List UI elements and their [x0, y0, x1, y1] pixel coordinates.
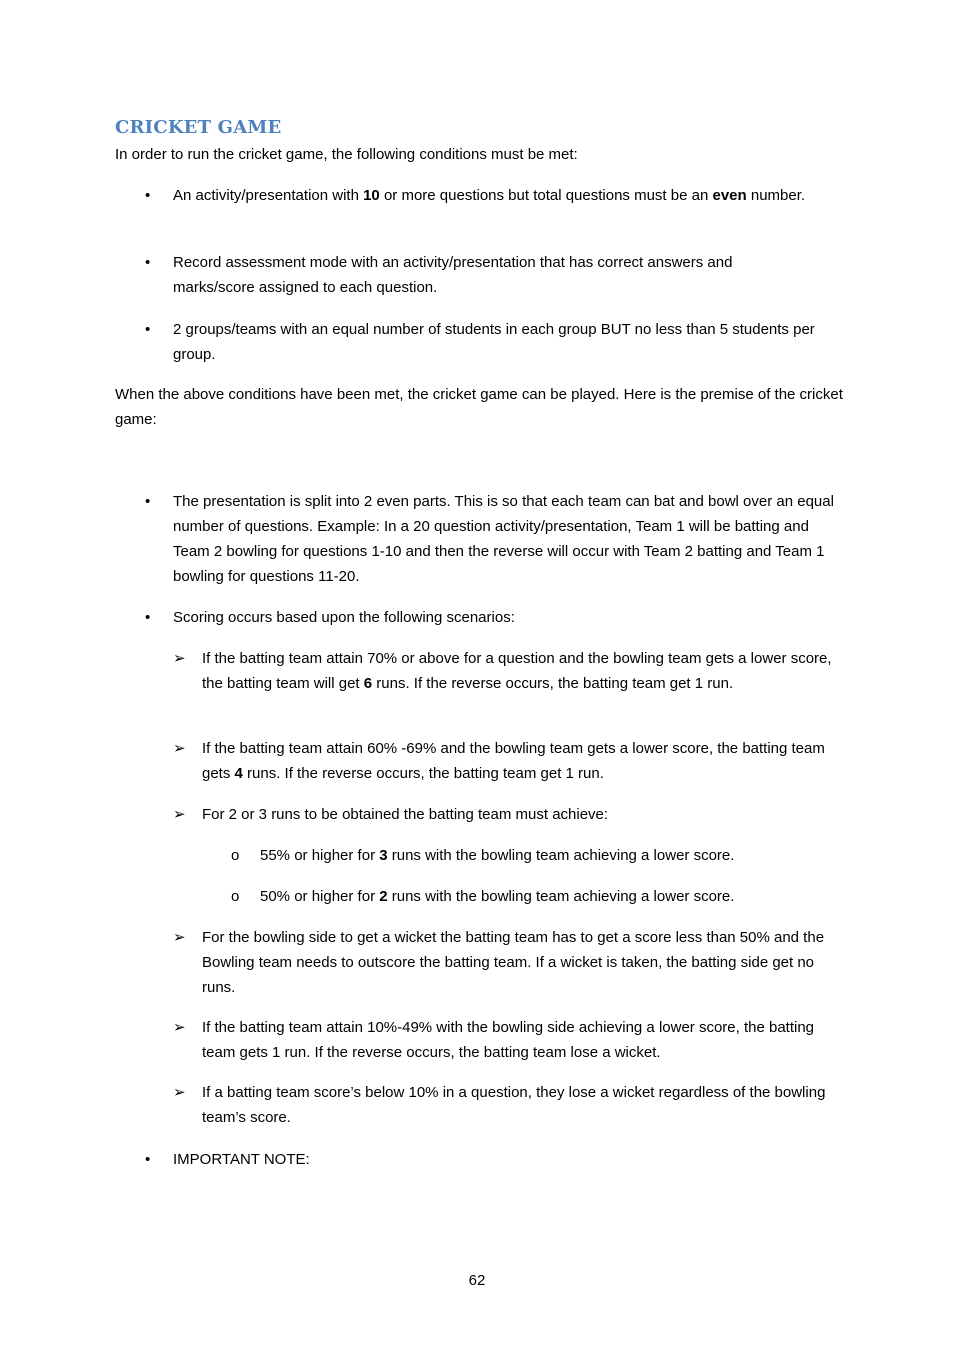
item-text: The presentation is split into 2 even parts. This is so that each team can bat and bowl over an equal number of questions. Example: In a 20 question activity/presentation, Team 1 will be batting and Team 2 bowling for questions 1-10 and then the reverse will occur with Team 2 batting and Team 1 bowling for questions 11-20.	[173, 493, 834, 585]
item-text: Record assessment mode with an activity/presentation that has correct answers and marks/score assigned to each question.	[173, 254, 733, 296]
scenario-item	[202, 736, 845, 786]
bullet-icon: •	[145, 1151, 151, 1168]
emphasis-text: even	[712, 187, 747, 204]
item-text: An activity/presentation with	[173, 187, 364, 204]
item-text: runs. If the reverse occurs, the batting team get 1 run.	[242, 765, 604, 782]
item-text: If the batting team attain 10%-49% with the bowling side achieving a lower score, the batting team gets 1 run. If the reverse occurs, the batting team lose a wicket.	[202, 1019, 815, 1061]
bullet-icon: •	[145, 493, 151, 510]
item-text: For the bowling side to get a wicket the batting team has to get a score less than 50% and the Bowling team needs to outscore the batting team. If a wicket is taken, the batting side get no runs.	[202, 929, 825, 996]
intro-paragraph: In order to run the cricket game, the following conditions must be met:	[115, 146, 578, 163]
item-text: If a batting team score’s below 10% in a question, they lose a wicket regardless of the bowling team’s score.	[202, 1084, 826, 1126]
scenario-item	[202, 646, 845, 696]
sub-scenario-item	[260, 884, 845, 909]
rule-item	[173, 605, 845, 630]
item-text: runs. If the reverse occurs, the batting team get 1 run.	[372, 675, 734, 692]
arrow-bullet-icon: ➢	[173, 1019, 186, 1036]
emphasis-text: 3	[379, 847, 388, 864]
emphasis-text: 4	[234, 765, 243, 782]
item-text: number.	[746, 187, 806, 204]
item-text: runs with the bowling team achieving a lower score.	[387, 847, 735, 864]
item-text: 2 groups/teams with an equal number of students in each group BUT no less than 5 students per group.	[173, 321, 815, 363]
emphasis-text: 6	[363, 675, 373, 692]
item-text: or more questions but total questions must be an	[379, 187, 713, 204]
arrow-bullet-icon: ➢	[173, 650, 186, 667]
page-number: 62	[468, 1272, 486, 1289]
bullet-icon: •	[145, 254, 151, 271]
condition-item	[173, 250, 793, 300]
scenario-item	[202, 925, 832, 1000]
scenario-item	[202, 1080, 845, 1130]
section-heading: CRICKET GAME	[115, 117, 282, 138]
circle-bullet-icon: o	[231, 847, 240, 864]
scenario-item	[202, 802, 845, 827]
item-text: Scoring occurs based upon the following scenarios:	[173, 609, 515, 626]
item-text: 50% or higher for	[260, 888, 380, 905]
bullet-icon: •	[145, 187, 151, 204]
circle-bullet-icon: o	[231, 888, 240, 905]
sub-scenario-item	[260, 843, 845, 868]
rule-item	[173, 489, 845, 589]
emphasis-text: 2	[379, 888, 388, 905]
item-text: If the batting team attain 70% or above for a question and the bowling team gets a lower score, the batting team will get	[202, 650, 832, 692]
arrow-bullet-icon: ➢	[173, 806, 186, 823]
bullet-icon: •	[145, 609, 151, 626]
arrow-bullet-icon: ➢	[173, 1084, 186, 1101]
scenario-item	[202, 1015, 845, 1065]
item-text: runs with the bowling team achieving a lower score.	[387, 888, 735, 905]
important-note: IMPORTANT NOTE:	[173, 1151, 310, 1168]
condition-item	[173, 317, 845, 367]
emphasis-text: 10	[363, 187, 380, 204]
arrow-bullet-icon: ➢	[173, 929, 186, 946]
condition-item	[173, 183, 845, 208]
item-text: If the batting team attain 60% -69% and the bowling team gets a lower score, the batting team gets	[202, 740, 825, 782]
item-text: For 2 or 3 runs to be obtained the batting team must achieve:	[202, 806, 609, 823]
arrow-bullet-icon: ➢	[173, 740, 186, 757]
premise-paragraph: When the above conditions have been met, the cricket game can be played. Here is the premise of the cricket game:	[115, 386, 843, 428]
bullet-icon: •	[145, 321, 151, 338]
item-text: 55% or higher for	[260, 847, 380, 864]
